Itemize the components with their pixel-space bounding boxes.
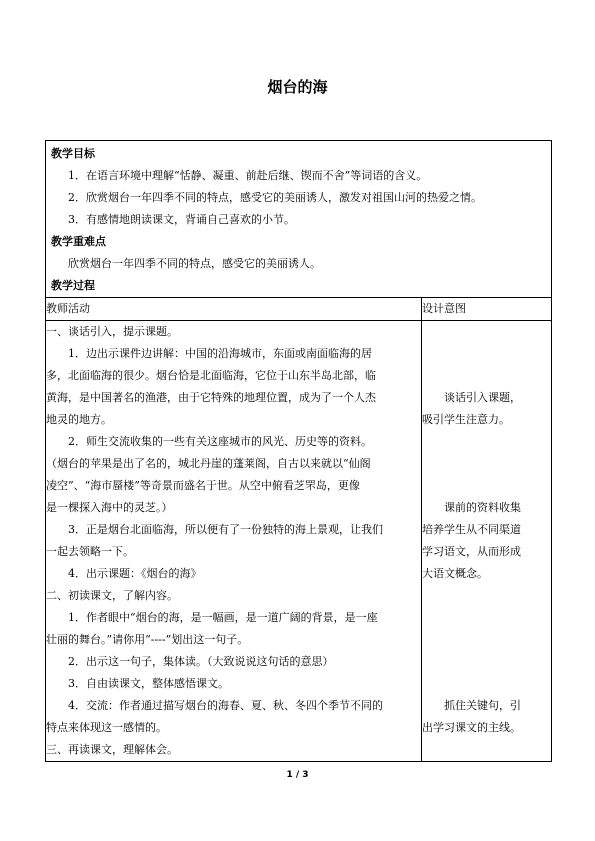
teacher-line: 二、初读课文，了解内容。 [46,589,178,602]
teacher-line: 一起去领略一下。 [46,545,134,558]
design-line: 谈话引入课题， [444,391,521,404]
teacher-line: 2．师生交流收集的一些有关这座城市的风光、历史等的资料。 [68,435,372,448]
process-body-row [46,321,552,762]
design-line: 大语文概念。 [422,567,488,580]
lesson-plan-table [45,140,552,762]
design-line: 学习语文，从而形成 [422,545,521,558]
goals-section [46,141,552,298]
design-intent-cell [422,321,552,762]
design-line [422,607,551,629]
design-line [422,431,551,453]
process-header-row [46,298,552,321]
teacher-line: 一、谈话引入，提示课题。 [46,325,178,338]
teacher-activity-header: 教师活动 [46,298,422,321]
design-line [422,453,551,475]
page-number: 1 / 3 [286,770,309,780]
design-line [422,739,551,761]
key-points-text: 欣赏烟台一年四季不同的特点，感受它的美丽诱人。 [68,257,321,270]
teacher-line: 凌空”、“海市蜃楼”等奇景而盛名于世。从空中俯看芝罘岛，更像 [46,479,360,492]
goal-item: 2．欣赏烟台一年四季不同的特点，感受它的美丽诱人，激发对祖国山河的热爱之情。 [68,191,482,204]
design-line: 出学习课文的主线。 [422,721,521,734]
design-line [422,321,551,343]
design-line [422,475,551,497]
goals-heading: 教学目标 [51,147,95,160]
design-line: 课前的资料收集 [444,501,521,514]
teacher-line: 1．边出示课件边讲解：中国的沿海城市，东面或南面临海的居 [68,347,372,360]
teacher-line: 4．出示课题：《烟台的海》 [68,567,202,580]
teacher-activity-cell [46,321,422,762]
design-line [422,651,551,673]
teacher-line: 2．出示这一句子，集体读。（大致说说这句话的意思） [68,655,334,668]
goal-item: 3．有感情地朗读课文，背诵自己喜欢的小节。 [68,213,295,226]
design-line: 抓住关键句，引 [444,699,521,712]
teacher-line: 3．自由读课文，整体感悟课文。 [68,677,229,690]
design-line [422,585,551,607]
teacher-line: 地灵的地方。 [46,413,112,426]
process-heading: 教学过程 [51,279,95,292]
teacher-line: 黄海，是中国著名的渔港，由于它特殊的地理位置，成为了一个人杰 [46,391,376,404]
teacher-line: 是一棵探入海中的灵芝。） [46,501,173,514]
teacher-line: 1．作者眼中“烟台的海，是一幅画，是一道广阔的背景，是一座 [68,611,378,624]
design-intent-header: 设计意图 [422,298,552,321]
design-line: 培养学生从不同渠道 [422,523,521,536]
design-line [422,629,551,651]
teacher-line: （烟台的苹果是出了名的，城北丹崖的蓬莱阁，自古以来就以“仙阁 [46,457,371,470]
design-line [422,673,551,695]
teacher-line: 3．正是烟台北面临海，所以便有了一份独特的海上景观，让我们 [68,523,383,536]
page-title: 烟台的海 [267,78,328,96]
design-line: 吸引学生注意力。 [422,413,510,426]
teacher-line: 特点来体现这一感情的。 [46,721,167,734]
goal-item: 1．在语言环境中理解“恬静、凝重、前赴后继、锲而不舍”等词语的含义。 [68,169,428,182]
teacher-line: 多，北面临海的很少。烟台恰是北面临海，它位于山东半岛北部，临 [46,369,376,382]
design-line [422,343,551,365]
teacher-line: 4．交流：作者通过描写烟台的海春、夏、秋、冬四个季节不同的 [68,699,383,712]
teacher-line: 壮丽的舞台。”请你用“----”划出这一句子。 [46,633,249,646]
design-line [422,365,551,387]
teacher-line: 三、再读课文，理解体会。 [46,743,178,756]
key-points-heading: 教学重难点 [51,235,106,248]
